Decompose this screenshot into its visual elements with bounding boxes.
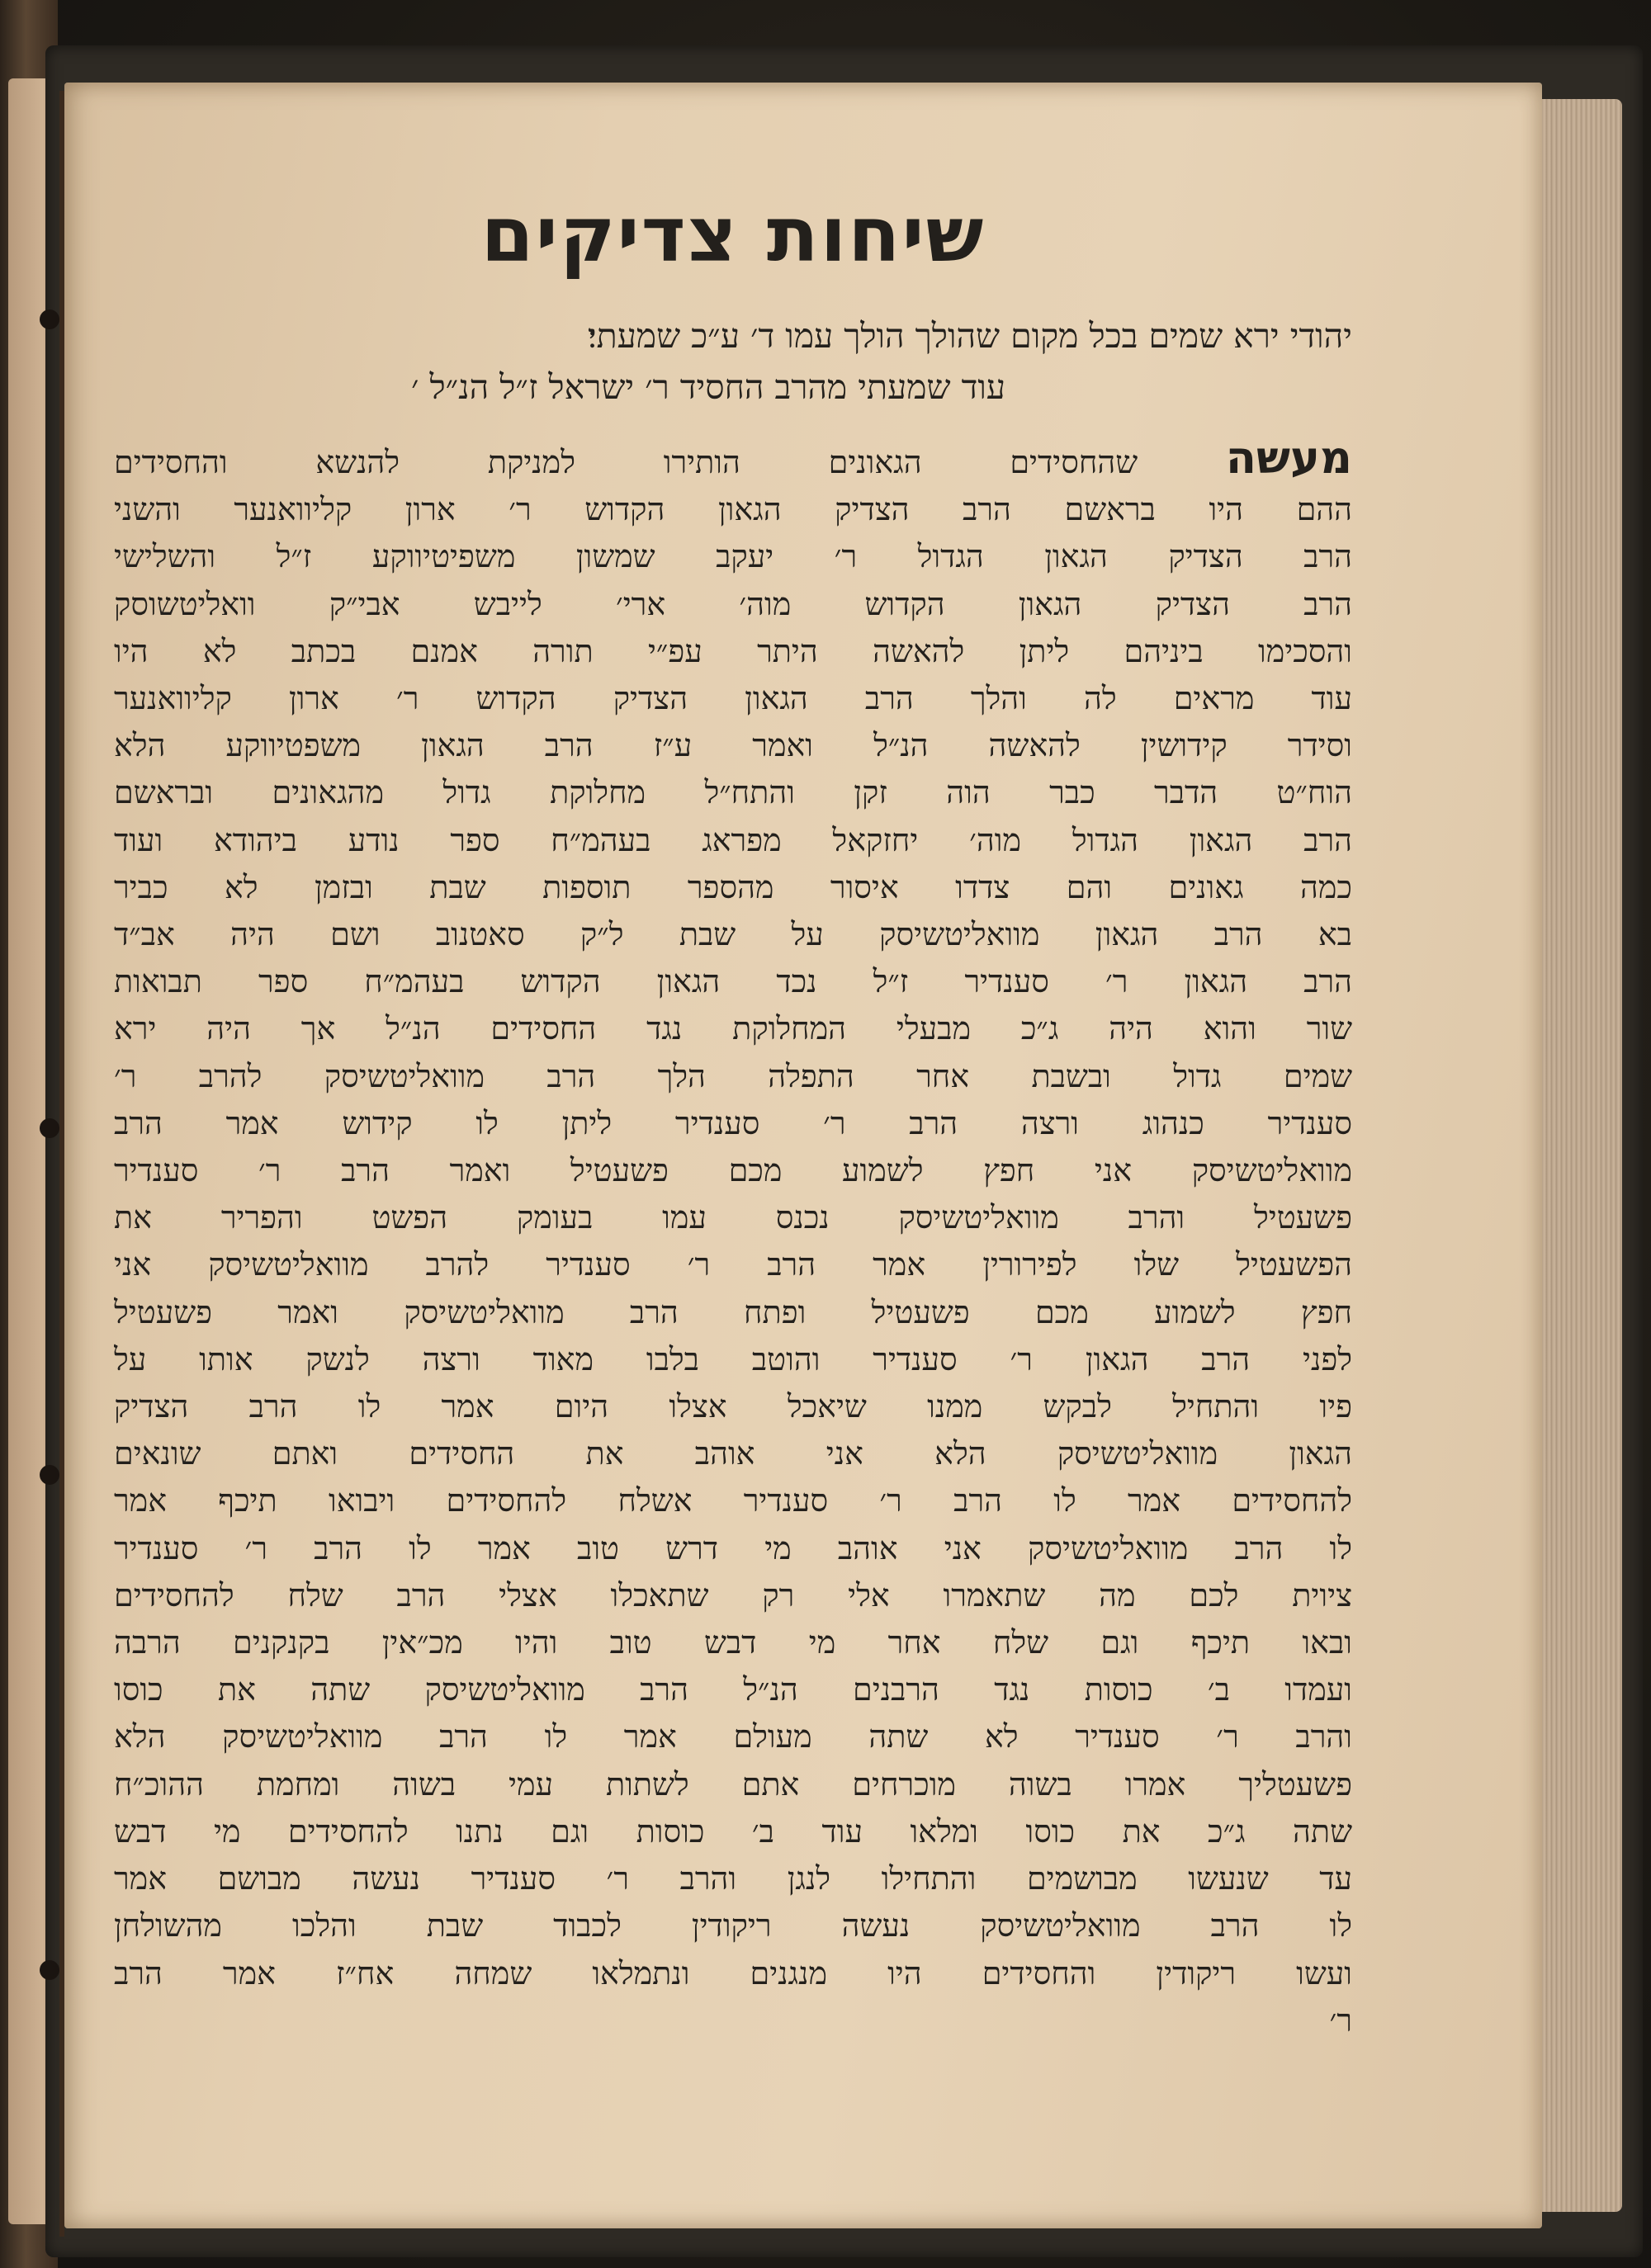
body-line: וסידר קידושין להאשה הנ״ל ואמר ע״ז הרב הגאון משפטיווקע הלא [114, 727, 1352, 764]
page-text [114, 190, 1352, 2171]
book-page [64, 83, 1542, 2228]
binding-gutter [59, 91, 64, 2237]
opening-word: מעשה [1225, 434, 1352, 484]
body-line: הרב הצדיק הגאון הקדוש מוה׳ ארי׳ לייבש אבי״ק וואליטשוסק [114, 585, 1352, 622]
body-line: חפץ לשמוע מכם פשעטיל ופתח הרב מוואליטשיסק ואמר פשעטיל [114, 1293, 1352, 1330]
intro-line-1: יהודי ירא שמים בכל מקום שהולך הולך עמו ד׳ ע״כ שמעתי׃ [587, 316, 1352, 356]
body-line: הפשעטיל שלו לפירורין אמר הרב ר׳ סענדיר להרב מוואליטשיסק אני [114, 1246, 1352, 1283]
body-line: ועמדו ב׳ כוסות נגד הרבנים הנ״ל הרב מוואליטשיסק שתה את כוסו [114, 1671, 1352, 1708]
binding-stitch [40, 1960, 59, 1980]
page-title: שיחות צדיקים [480, 191, 986, 279]
body-line: פשעטיל והרב מוואליטשיסק נכנס עמו בעומק הפשט והפריר את [114, 1199, 1352, 1236]
body-line: סענדיר כנהוג ורצה הרב ר׳ סענדיר ליתן לו קידוש אמר הרב [114, 1104, 1352, 1141]
body-line: הוח״ט הדבר כבר הוה זקן והתח״ל מחלוקת גדול מהגאונים ובראשם [114, 774, 1352, 811]
body-line: לו הרב מוואליטשיסק נעשה ריקודין לכבוד שבת והלכו מהשולחן [114, 1907, 1352, 1944]
body-line: ובאו תיכף וגם שלח אחר מי דבש טוב והיו מכ״אין בקנקנים הרבה [114, 1624, 1352, 1661]
body-line: עד שנעשו מבושמים והתחילו לנגן והרב ר׳ סענדיר נעשה מבושם אמר [114, 1860, 1352, 1897]
body-line: הרב הגאון ר׳ סענדיר ז״ל נכד הגאון הקדוש בעהמ״ח ספר תבואות [114, 963, 1352, 1000]
body-line: מוואליטשיסק אני חפץ לשמוע מכם פשעטיל ואמר הרב ר׳ סענדיר [114, 1152, 1352, 1189]
body-line-text: שהחסידים הגאונים הותירו למניקת להנשא והחסידים [114, 444, 1138, 480]
body-line: לפני הרב הגאון ר׳ סענדיר והוטב בלבו מאוד ורצה לנשק אותו על [114, 1340, 1352, 1377]
body-line: הרב הצדיק הגאון הגדול ר׳ יעקב שמשון משפיטיווקע ז״ל והשלישי [114, 538, 1352, 575]
body-text [114, 434, 1352, 2044]
body-line: להחסידים אמר לו הרב ר׳ סענדיר אשלח להחסידים ויבואו תיכף אמר [114, 1482, 1352, 1519]
body-line: הגאון מוואליטשיסק הלא אני אוהב את החסידים ואתם שונאים [114, 1435, 1352, 1472]
body-line: הרב הגאון הגדול מוה׳ יחזקאל מפראג בעהמ״ח ספר נודע ביהודא ועוד [114, 821, 1352, 858]
body-line: ר׳ [1329, 2001, 1352, 2039]
body-line: ציוית לכם מה שתאמרו אלי רק שתאכלו אצלי הרב שלח להחסידים [114, 1576, 1352, 1614]
body-line: כמה גאונים והם צדדו איסור מהספר תוספות שבת ובזמן לא כביר [114, 868, 1352, 905]
body-line: לו הרב מוואליטשיסק אני אוהב מי דרש טוב אמר לו הרב ר׳ סענדיר [114, 1529, 1352, 1566]
body-line: והרב ר׳ סענדיר לא שתה מעולם אמר לו הרב מוואליטשיסק הלא [114, 1718, 1352, 1755]
body-line-first [114, 434, 1352, 486]
body-line: שמים גדול ובשבת אחר התפלה הלך הרב מוואליטשיסק להרב ר׳ [114, 1057, 1352, 1094]
body-line: שור והוא היה ג״כ מבעלי המחלוקת נגד החסידים הנ״ל אך היה ירא [114, 1010, 1352, 1047]
binding-stitch [40, 1118, 59, 1138]
body-line: פשעטליך אמרו בשוה מוכרחים אתם לשתות עמי בשוה ומחמת ההוכ״ח [114, 1765, 1352, 1803]
body-line: שתה ג״כ את כוסו ומלאו עוד ב׳ כוסות וגם נתנו להחסידים מי דבש [114, 1812, 1352, 1850]
body-line: פיו והתחיל לבקש ממנו שיאכל אצלו היום אמר לו הרב הצדיק [114, 1388, 1352, 1425]
intro-line-2: עוד שמעתי מהרב החסיד ר׳ ישראל ז״ל הנ״ל ׳ [410, 367, 1006, 407]
binding-stitch [40, 309, 59, 329]
body-line: עוד מראים לה והלך הרב הגאון הצדיק הקדוש ר׳ ארון קליוואנער [114, 680, 1352, 717]
body-line: בא הרב הגאון מוואליטשיסק על שבת ל״ק סאטנוב ושם היה אב״ד [114, 916, 1352, 953]
body-line: ועשו ריקודין והחסידים היו מנגנים ונתמלאו שמחה אח״ז אמר הרב [114, 1954, 1352, 1992]
body-line: והסכימו ביניהם ליתן להאשה היתר עפ״י תורה אמנם בכתב לא היו [114, 632, 1352, 669]
body-line: ההם היו בראשם הרב הצדיק הגאון הקדוש ר׳ ארון קליוואנער והשני [114, 491, 1352, 528]
binding-stitch [40, 1465, 59, 1485]
